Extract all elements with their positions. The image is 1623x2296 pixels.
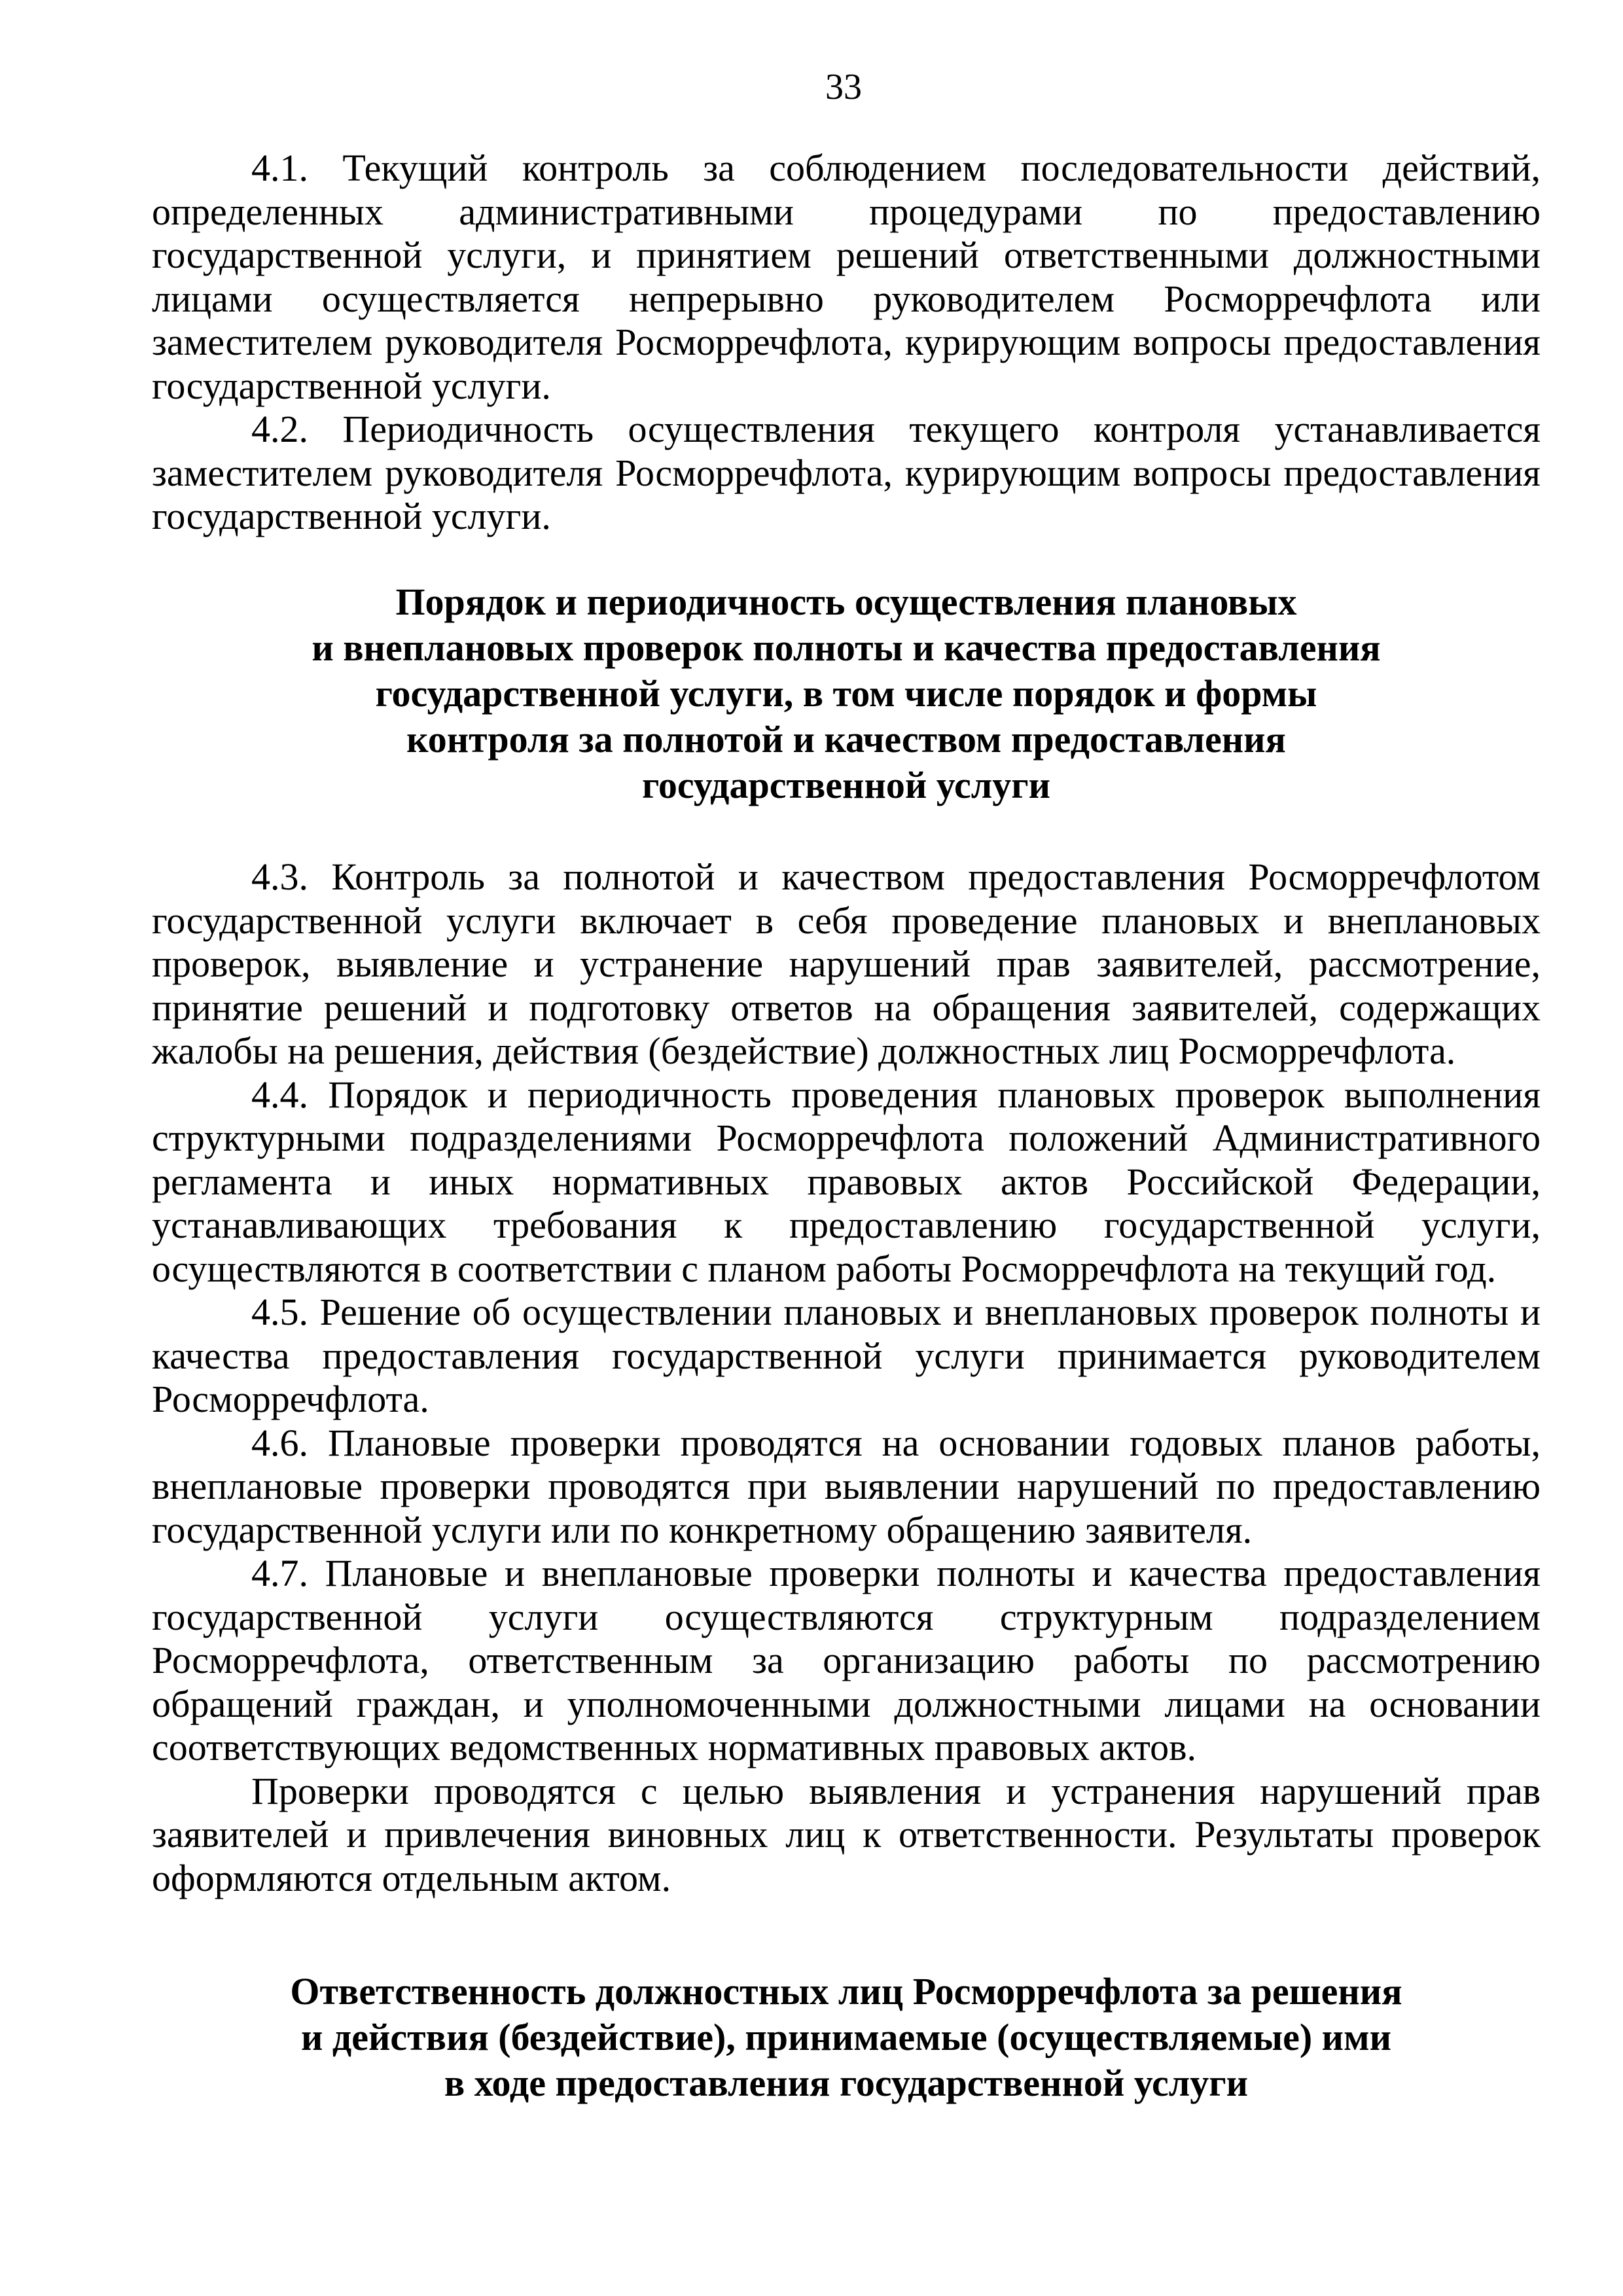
paragraph-4-6: 4.6. Плановые проверки проводятся на основании годовых планов работы, внеплановые проверки проводятся при выявлении нарушений по предоставлению государственной услуги или по конкретному обращению заявителя. <box>152 1421 1541 1551</box>
heading-line: Ответственность должностных лиц Росморречфлота за решения <box>290 1970 1402 2013</box>
heading-line: контроля за полнотой и качеством предоставления <box>406 718 1286 761</box>
paragraph-4-4: 4.4. Порядок и периодичность проведения плановых проверок выполнения структурными подразделениями Росморречфлота положений Административного регламента и иных нормативных правовых актов Российской Федерации, устанавливающих требования к предоставлению государственной услуги, осуществляются в соответствии с планом работы Росморречфлота на текущий год. <box>152 1073 1541 1290</box>
section-inspections <box>152 855 1541 1900</box>
paragraph-4-5: 4.5. Решение об осуществлении плановых и внеплановых проверок полноты и качества предоставления государственной услуги принимается руководителем Росморречфлота. <box>152 1291 1541 1420</box>
heading-line: Порядок и периодичность осуществления плановых <box>395 581 1297 623</box>
heading-line: государственной услуги, в том числе порядок и формы <box>375 672 1317 715</box>
heading-line: и действия (бездействие), принимаемые (осуществляемые) ими <box>300 2016 1392 2058</box>
paragraph-4-1: 4.1. Текущий контроль за соблюдением последовательности действий, определенных административными процедурами по предоставлению государственной услуги, и принятием решений ответственными должностными лицами осуществляется непрерывно руководителем Росморречфлота или заместителем руководителя Росморречфлота, курирующим вопросы предоставления государственной услуги. <box>152 147 1541 407</box>
paragraph-4-2: 4.2. Периодичность осуществления текущего контроля устанавливается заместителем руководителя Росморречфлота, курирующим вопросы предоставления государственной услуги. <box>152 408 1541 537</box>
heading-inspections <box>152 579 1541 808</box>
heading-responsibility <box>152 1969 1541 2106</box>
heading-line: в ходе предоставления государственной услуги <box>444 2062 1249 2104</box>
section-current-control <box>152 147 1541 539</box>
heading-line: и внеплановых проверок полноты и качества предоставления <box>312 626 1381 669</box>
paragraph-4-3: 4.3. Контроль за полнотой и качеством предоставления Росморречфлотом государственной услуги включает в себя проведение плановых и внеплановых проверок, выявление и устранение нарушений прав заявителей, рассмотрение, принятие решений и подготовку ответов на обращения заявителей, содержащих жалобы на решения, действия (бездействие) должностных лиц Росморречфлота. <box>152 855 1541 1072</box>
paragraph-inspections-purpose: Проверки проводятся с целью выявления и устранения нарушений прав заявителей и привлечения виновных лиц к ответственности. Результаты проверок оформляются отдельным актом. <box>152 1769 1541 1899</box>
paragraph-4-7: 4.7. Плановые и внеплановые проверки полноты и качества предоставления государственной услуги осуществляются структурным подразделением Росморречфлота, ответственным за организацию работы по рассмотрению обращений граждан, и уполномоченными должностными лицами на основании соответствующих ведомственных нормативных правовых актов. <box>152 1552 1541 1768</box>
page-number: 33 <box>825 67 862 107</box>
heading-line: государственной услуги <box>641 764 1051 806</box>
